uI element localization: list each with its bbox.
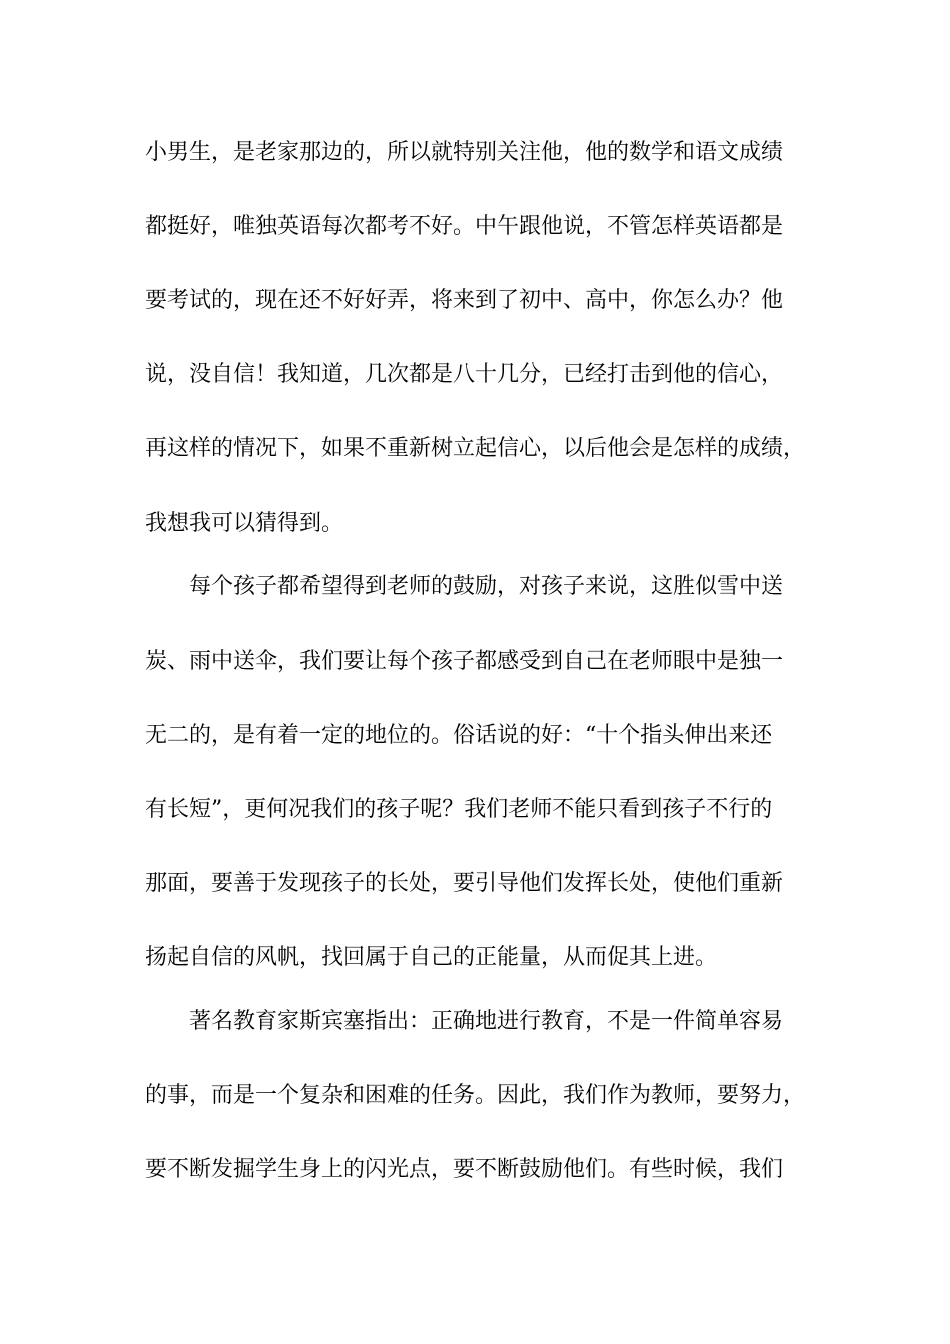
text-line: 那面，要善于发现孩子的长处，要引导他们发挥长处，使他们重新 bbox=[145, 871, 784, 896]
text-line: 都挺好，唯独英语每次都考不好。中午跟他说，不管怎样英语都是 bbox=[145, 214, 784, 239]
text-line: 的事，而是一个复杂和困难的任务。因此，我们作为教师，要努力， bbox=[145, 1083, 806, 1108]
text-line: 我想我可以猜得到。 bbox=[145, 511, 344, 536]
text-line: 无二的，是有着一定的地位的。俗话说的好：“十个指头伸出来还 bbox=[145, 723, 773, 748]
text-line: 小男生，是老家那边的，所以就特别关注他，他的数学和语文成绩 bbox=[145, 140, 784, 165]
text-line: 要不断发掘学生身上的闪光点，要不断鼓励他们。有些时候，我们 bbox=[145, 1157, 784, 1182]
text-line: 要考试的，现在还不好好弄，将来到了初中、高中，你怎么办？他 bbox=[145, 288, 784, 313]
text-line: 扬起自信的风帆，找回属于自己的正能量，从而促其上进。 bbox=[145, 945, 718, 970]
text-line: 有长短”，更何况我们的孩子呢？我们老师不能只看到孩子不行的 bbox=[145, 797, 773, 822]
text-line: 说，没自信！我知道，几次都是八十几分，已经打击到他的信心， bbox=[145, 362, 784, 387]
paragraph-first-line: 每个孩子都希望得到老师的鼓励，对孩子来说，这胜似雪中送 bbox=[189, 574, 784, 599]
paragraph-first-line: 著名教育家斯宾塞指出：正确地进行教育，不是一件简单容易 bbox=[189, 1009, 784, 1034]
text-line: 再这样的情况下，如果不重新树立起信心，以后他会是怎样的成绩， bbox=[145, 436, 806, 461]
text-line: 炭、雨中送伞，我们要让每个孩子都感受到自己在老师眼中是独一 bbox=[145, 649, 784, 674]
